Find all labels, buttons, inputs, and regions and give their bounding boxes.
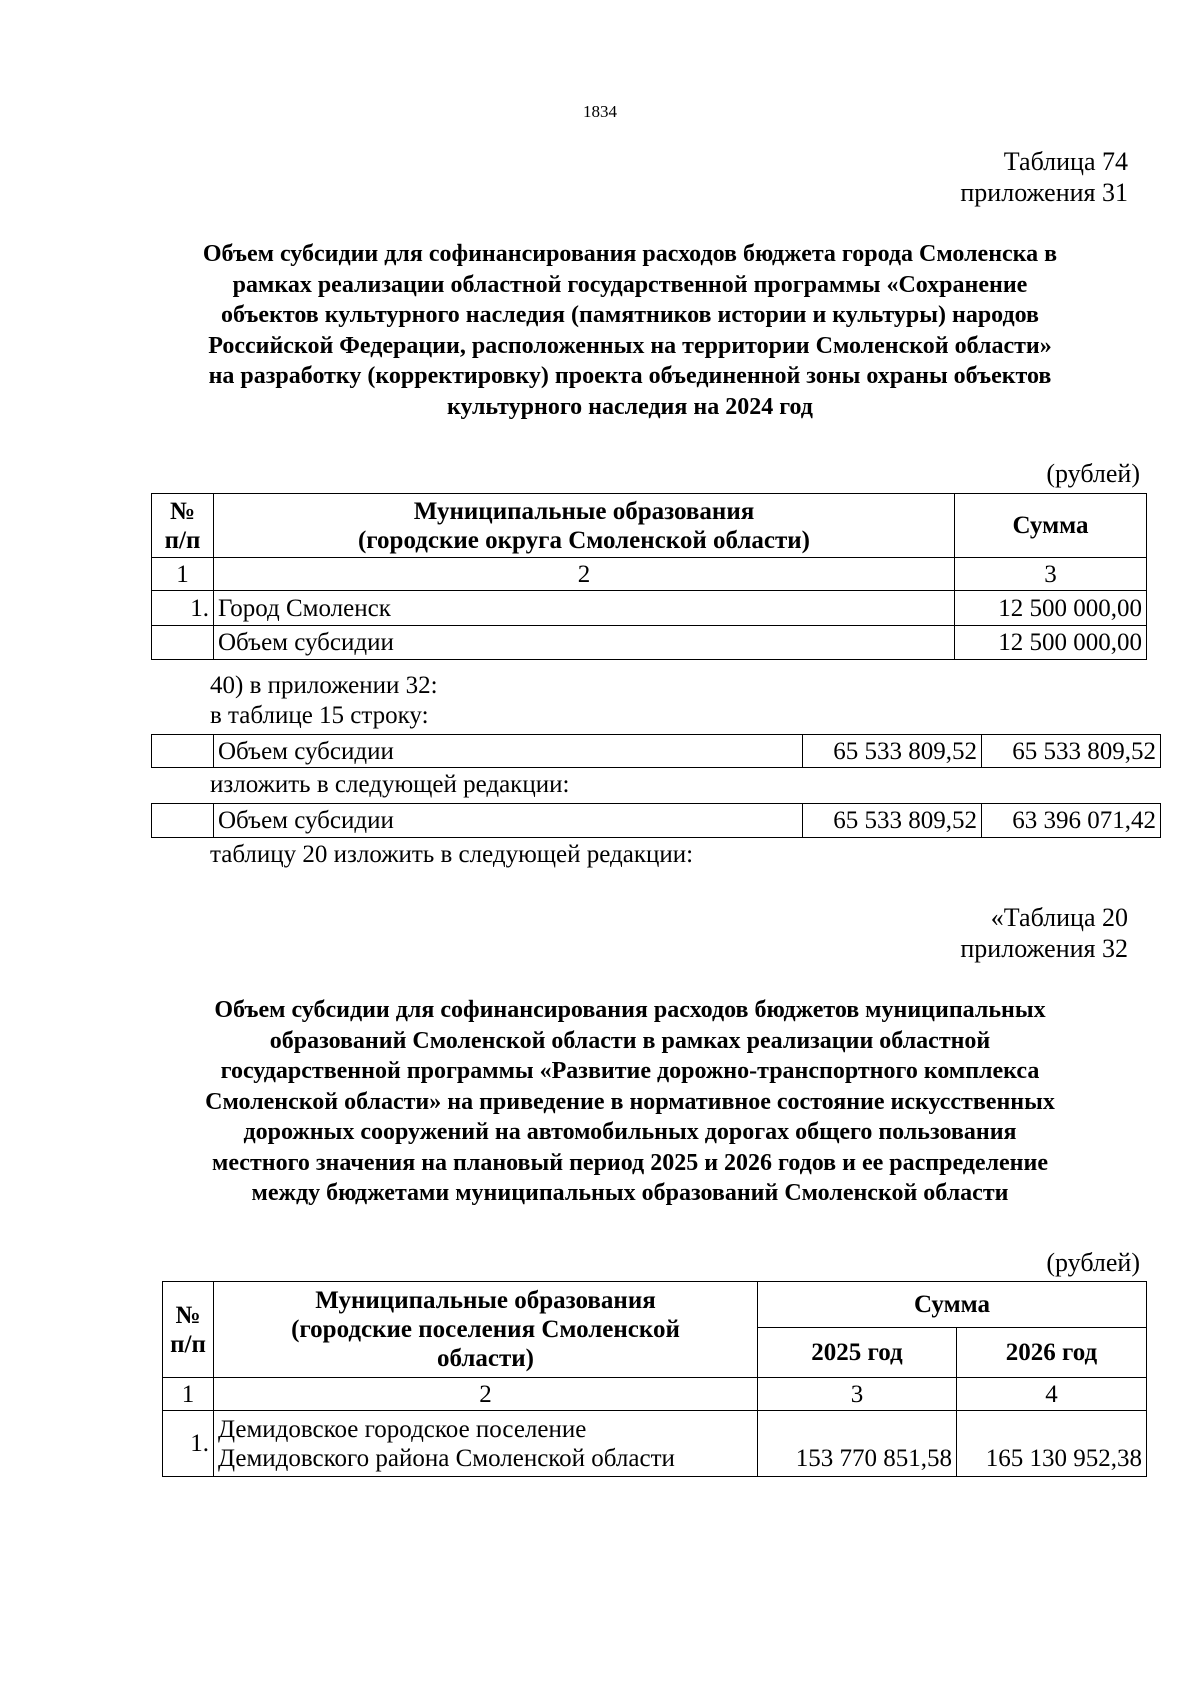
table74-colnum-row [152, 558, 1147, 591]
table20-title [130, 995, 1130, 1209]
table74-header-municipality: Муниципальные образования (городские округа Смоленской области) [214, 494, 955, 558]
table20-title-line: государственной программы «Развитие дорожно-транспортного комплекса [220, 1058, 1040, 1084]
table74-header-row [152, 494, 1147, 558]
amendment-old-row-table [151, 734, 1161, 768]
table20-units: (рублей) [1046, 1248, 1140, 1277]
table74-colnum: 3 [955, 558, 1147, 591]
table20-caption-line2: приложения 32 [960, 934, 1128, 963]
table20-colnum: 3 [758, 1378, 957, 1411]
old-row-value2: 65 533 809,52 [982, 735, 1161, 768]
table74-colnum: 1 [152, 558, 214, 591]
table20-header-year2025: 2025 год [758, 1328, 957, 1378]
table74-title-line: на разработку (корректировку) проекта объединенной зоны охраны объектов [208, 363, 1052, 389]
table20 [162, 1281, 1147, 1477]
table74-title-line: рамках реализации областной государственной программы «Сохранение [232, 271, 1028, 298]
table20-caption [960, 902, 1128, 964]
old-row-num [152, 735, 214, 768]
table74-row-name: Объем субсидии [214, 626, 955, 660]
table74-row-sum: 12 500 000,00 [955, 591, 1147, 626]
table20-row-name: Демидовское городское поселение Демидовского района Смоленской области [214, 1411, 758, 1477]
table74-row-num: 1. [152, 591, 214, 626]
table-row [152, 591, 1147, 626]
table20-header-sum: Сумма [758, 1282, 1147, 1328]
table-row [152, 804, 1161, 838]
table74-title-line: Объем субсидии для софинансирования расходов бюджета города Смоленска в [202, 241, 1058, 267]
table74-header-sum: Сумма [955, 494, 1147, 558]
table20-colnum: 4 [957, 1378, 1147, 1411]
table20-colnum: 1 [163, 1378, 214, 1411]
table74-title-line: Российской Федерации, расположенных на территории Смоленской области» [208, 332, 1052, 359]
table74-colnum: 2 [214, 558, 955, 591]
table20-header-row1 [163, 1282, 1147, 1328]
table-row [152, 735, 1161, 768]
table74-title-line: объектов культурного наследия (памятников истории и культуры) народов [221, 302, 1039, 328]
old-row-name: Объем субсидии [214, 735, 803, 768]
table74-caption-line2: приложения 31 [960, 178, 1128, 207]
table20-title-line: образований Смоленской области в рамках реализации областной [269, 1027, 991, 1054]
table74-caption [960, 146, 1128, 208]
table74-units: (рублей) [1046, 459, 1140, 488]
table74-title [130, 239, 1130, 422]
table74-row-name: Город Смоленск [214, 591, 955, 626]
table20-title-line: Смоленской области» на приведение в нормативное состояние искусственных [205, 1088, 1055, 1115]
table20-row-value2025: 153 770 851,58 [758, 1411, 957, 1477]
new-row-value2: 63 396 071,42 [982, 804, 1161, 838]
amendment-line2: в таблице 15 строку: [210, 702, 429, 729]
new-row-num [152, 804, 214, 838]
table20-row-value2026: 165 130 952,38 [957, 1411, 1147, 1477]
table-row [152, 626, 1147, 660]
table74-row-sum: 12 500 000,00 [955, 626, 1147, 660]
table20-title-line: местного значения на плановый период 2025 и 2026 годов и ее распределение [212, 1149, 1048, 1176]
table-row [163, 1411, 1147, 1477]
table20-title-line: Объем субсидии для софинансирования расходов бюджетов муниципальных [214, 997, 1046, 1023]
table20-title-line: между бюджетами муниципальных образований Смоленской области [251, 1180, 1009, 1206]
table74-caption-line1: Таблица 74 [1003, 147, 1128, 176]
old-row-value1: 65 533 809,52 [803, 735, 982, 768]
table74-title-line: культурного наследия на 2024 год [447, 393, 813, 420]
table20-row-num: 1. [163, 1411, 214, 1477]
table74-header-num: № п/п [152, 494, 214, 558]
table74-row-num [152, 626, 214, 660]
amendment-new-row-table [151, 803, 1161, 838]
new-row-value1: 65 533 809,52 [803, 804, 982, 838]
table20-header-year2026: 2026 год [957, 1328, 1147, 1378]
table20-header-municipality: Муниципальные образования (городские поселения Смоленской области) [214, 1282, 758, 1378]
table20-header-num: № п/п [163, 1282, 214, 1378]
table20-caption-line1: «Таблица 20 [990, 903, 1128, 932]
new-row-name: Объем субсидии [214, 804, 803, 838]
page-number: 1834 [583, 102, 617, 121]
table74 [151, 493, 1147, 660]
table20-colnum-row [163, 1378, 1147, 1411]
amendment-line4: таблицу 20 изложить в следующей редакции: [210, 841, 694, 868]
table20-title-line: дорожных сооружений на автомобильных дорогах общего пользования [243, 1119, 1017, 1145]
amendment-line1: 40) в приложении 32: [210, 672, 438, 699]
amendment-line3: изложить в следующей редакции: [210, 771, 570, 798]
table20-colnum: 2 [214, 1378, 758, 1411]
